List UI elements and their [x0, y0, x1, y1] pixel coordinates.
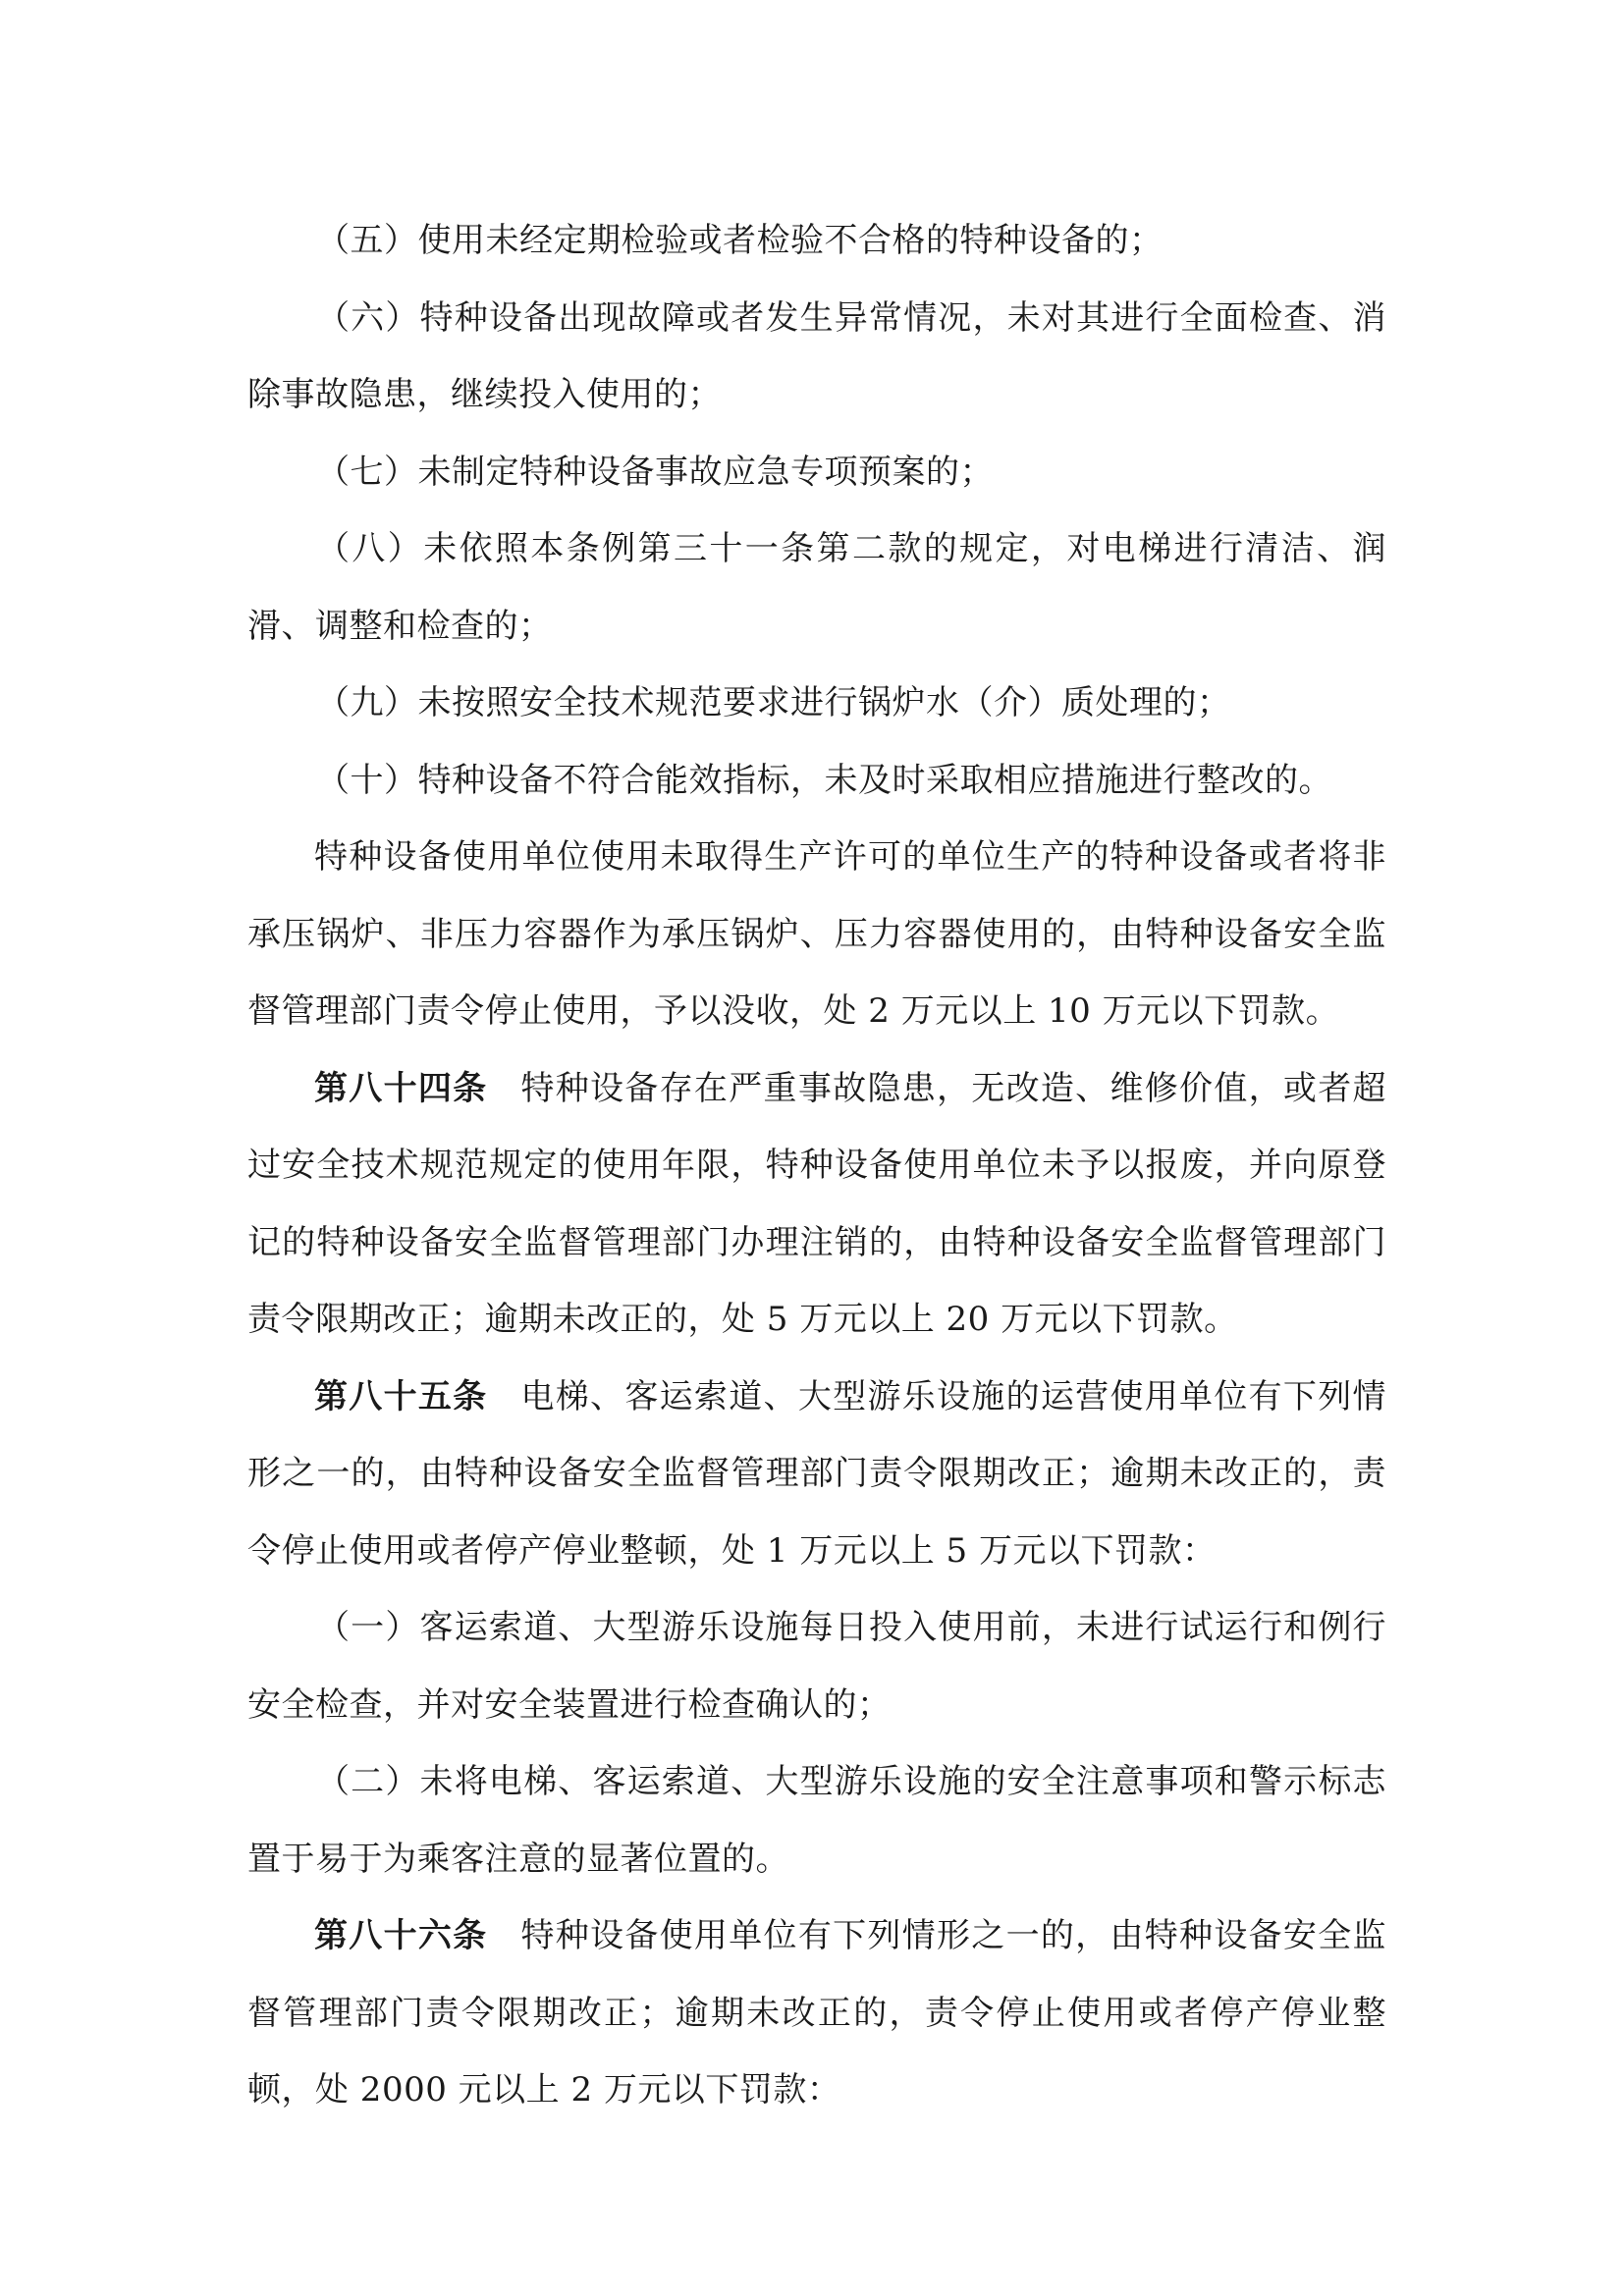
article-85 [247, 1359, 1386, 1590]
list-item-9: （九）未按照安全技术规范要求进行锅炉水（介）质处理的； [316, 683, 1231, 722]
paragraph-unlicensed-equipment: 特种设备使用单位使用未取得生产许可的单位生产的特种设备或者将非承压锅炉、非压力容器作为承压锅炉、压力容器使用的，由特种设备安全监督管理部门责令停止使用，予以没收，处 2 万元以上 10 万元以下罚款。 [247, 837, 1386, 1031]
article-number: 第八十四条 [314, 1068, 488, 1108]
list-item-2: （二）未将电梯、客运索道、大型游乐设施的安全注意事项和警示标志置于易于为乘客注意的显著位置的。 [247, 1762, 1386, 1879]
list-item-10: （十）特种设备不符合能效指标，未及时采取相应措施进行整改的。 [316, 760, 1332, 800]
list-item-1: （一）客运索道、大型游乐设施每日投入使用前，未进行试运行和例行安全检查，并对安全装置进行检查确认的； [247, 1608, 1386, 1725]
document-body [247, 202, 1386, 2129]
article-86 [247, 1897, 1386, 2129]
article-84 [247, 1050, 1386, 1359]
list-item-8: （八）未依照本条例第三十一条第二款的规定，对电梯进行清洁、润滑、调整和检查的； [247, 529, 1386, 646]
list-item-6: （六）特种设备出现故障或者发生异常情况，未对其进行全面检查、消除事故隐患，继续投入使用的； [247, 297, 1386, 414]
article-number: 第八十五条 [314, 1376, 488, 1416]
article-text: 电梯、客运索道、大型游乐设施的运营使用单位有下列情形之一的，由特种设备安全监督管理部门责令限期改正；逾期未改正的，责令停止使用或者停产停业整顿，处 1 万元以上 5 万元以下罚款： [247, 1376, 1387, 1571]
article-text: 特种设备使用单位有下列情形之一的，由特种设备安全监督管理部门责令限期改正；逾期未改正的，责令停止使用或者停产停业整顿，处 2000 元以上 2 万元以下罚款： [247, 1916, 1387, 2109]
list-item-7: （七）未制定特种设备事故应急专项预案的； [316, 452, 994, 492]
article-number: 第八十六条 [314, 1916, 488, 1955]
list-item-5: （五）使用未经定期检验或者检验不合格的特种设备的； [316, 221, 1164, 260]
article-text: 特种设备存在严重事故隐患，无改造、维修价值，或者超过安全技术规范规定的使用年限，特种设备使用单位未予以报废，并向原登记的特种设备安全监督管理部门办理注销的，由特种设备安全监督管理部门责令限期改正；逾期未改正的，处 5 万元以上 20 万元以下罚款。 [247, 1068, 1387, 1339]
